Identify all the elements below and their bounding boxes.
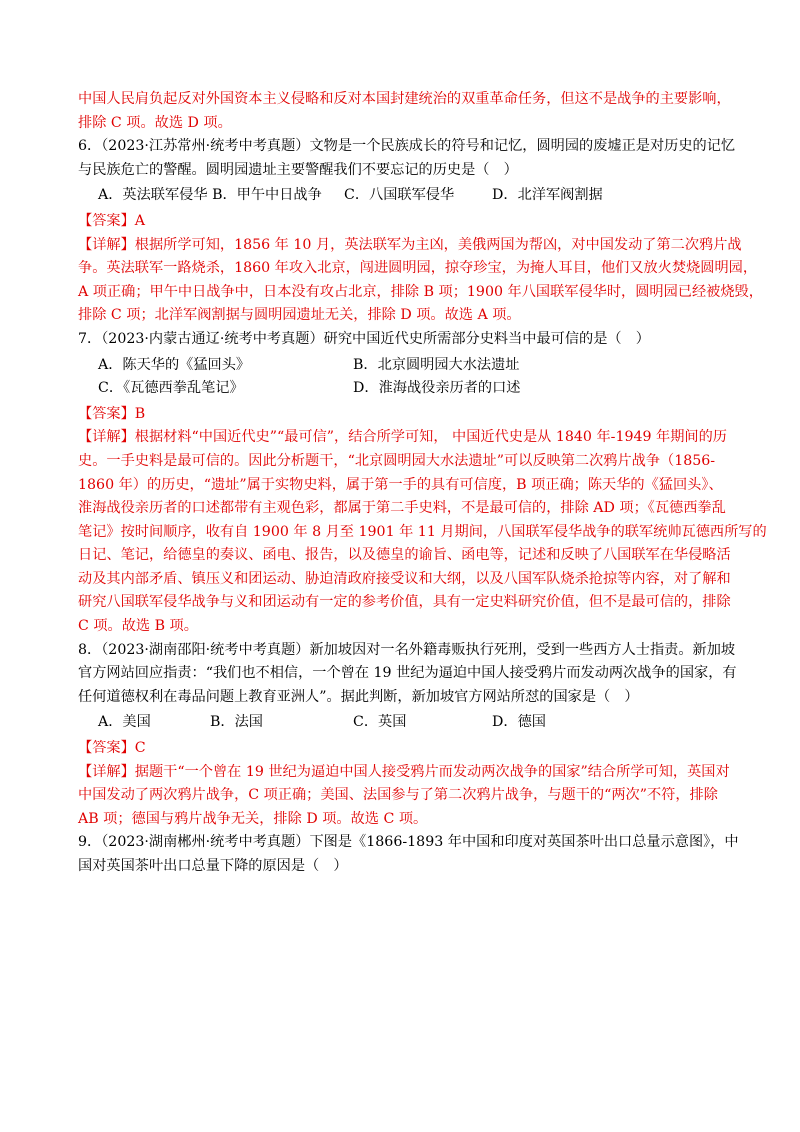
explanation-line: 排除 C 项。故选 D 项。 bbox=[78, 114, 232, 131]
explanation-line: C 项。故选 B 项。 bbox=[78, 618, 198, 635]
question-stem: 与民族危亡的警醒。圆明园遗址主要警醒我们不要忘记的历史是（ ） bbox=[78, 161, 518, 178]
prev-explanation bbox=[78, 88, 731, 135]
question-stem: 7．（2023·内蒙古通辽·统考中考真题）研究中国近代史所需部分史料当中最可信的是（ ） bbox=[78, 330, 650, 347]
explanation-line: 研究八国联军侵华战争与义和团运动有一定的参考价值，具有一定史料研究价值，但不是最可信的，排除 bbox=[78, 594, 731, 611]
explanation-line: AB 项；德国与鸦片战争无关，排除 D 项。故选 C 项。 bbox=[78, 810, 428, 827]
explanation-line: 史。一手史料是最可信的。因此分析题干，“北京圆明园大水法遗址”可以反映第二次鸦片战争（1856- bbox=[78, 452, 716, 469]
option-a: A．美国 bbox=[98, 714, 151, 731]
option-c: C．英国 bbox=[353, 714, 407, 731]
explanation-line: 争。英法联军一路烧杀，1860 年攻入北京，闯进圆明园，掠夺珍宝，为掩人耳目，他们又放火焚烧圆明园， bbox=[78, 260, 758, 277]
option-ab: A．英法联军侵华 B．甲午中日战争 bbox=[98, 187, 322, 204]
question-8 bbox=[78, 639, 737, 832]
question-7 bbox=[78, 328, 767, 639]
explanation-line: 【详解】根据所学可知，1856 年 10 月，英法联军为主凶，美俄两国为帮凶，对中国发动了第二次鸦片战 bbox=[78, 236, 742, 253]
explanation-line: 淮海战役亲历者的口述都带有主观色彩，都属于第二手史料，不是最可信的，排除 AD 项；《瓦德西拳乱 bbox=[78, 500, 726, 517]
explanation-line: 动及其内部矛盾、镇压义和团运动、胁迫清政府接受议和大纲，以及八国军队烧杀抢掠等内容，对了解和 bbox=[78, 570, 731, 587]
question-9 bbox=[78, 831, 739, 878]
explanation-line: 排除 C 项；北洋军阀割据与圆明园遗址无关，排除 D 项。故选 A 项。 bbox=[78, 307, 521, 324]
explanation-line: 中国人民肩负起反对外国资本主义侵略和反对本国封建统治的双重革命任务，但这不是战争的主要影响， bbox=[78, 91, 731, 107]
answer-label: 【答案】C bbox=[78, 740, 146, 757]
explanation-line: 【详解】根据材料“中国近代史”“最可信”，结合所学可知， 中国近代史是从 1840 年-1949 年期间的历 bbox=[78, 429, 727, 446]
option-c: C．《瓦德西拳乱笔记》 bbox=[98, 380, 244, 397]
question-6 bbox=[78, 135, 763, 328]
question-stem: 9．（2023·湖南郴州·统考中考真题）下图是《1866-1893 年中国和印度对英国茶叶出口总量示意图》，中 bbox=[78, 834, 739, 851]
option-c: C．八国联军侵华 bbox=[344, 187, 455, 204]
explanation-line: A 项正确；甲午中日战争中，日本没有攻占北京，排除 B 项；1900 年八国联军侵华时，圆明园已经被烧毁， bbox=[78, 283, 763, 300]
option-b: B．北京圆明园大水法遗址 bbox=[353, 356, 520, 373]
options-row bbox=[78, 377, 724, 401]
explanation-line: 中国发动了两次鸦片战争，C 项正确；美国、法国参与了第二次鸦片战争，与题干的“两次”不符，排除 bbox=[78, 787, 718, 804]
option-d: D．德国 bbox=[492, 714, 546, 731]
question-stem: 8．（2023·湖南邵阳·统考中考真题）新加坡因对一名外籍毒贩执行死刑，受到一些西方人士指责。新加坡 bbox=[78, 641, 736, 658]
option-d: D．淮海战役亲历者的口述 bbox=[353, 380, 521, 397]
question-stem: 国对英国茶叶出口总量下降的原因是（ ） bbox=[78, 858, 348, 874]
explanation-line: 日记、笔记，给德皇的奏议、函电、报告，以及德皇的谕旨、函电等，记述和反映了八国联军在华侵略活 bbox=[78, 547, 731, 564]
options-row bbox=[78, 711, 724, 735]
answer-label: 【答案】B bbox=[78, 405, 146, 422]
explanation-line: 【详解】据题干“一个曾在 19 世纪为逼迫中国人接受鸦片而发动两次战争的国家”结合所学可知，英国对 bbox=[78, 763, 730, 780]
option-d: D．北洋军阀割据 bbox=[492, 187, 603, 204]
options-row bbox=[78, 354, 724, 378]
answer-label: 【答案】A bbox=[78, 212, 145, 229]
option-a: A．陈天华的《猛回头》 bbox=[98, 356, 251, 373]
question-stem: 官方网站回应指责：“我们也不相信，一个曾在 19 世纪为逼迫中国人接受鸦片而发动两次战争的国家，有 bbox=[78, 665, 737, 682]
options-row bbox=[78, 184, 724, 208]
question-stem: 任何道德权利在毒品问题上教育亚洲人”。据此判断，新加坡官方网站所怼的国家是（ ） bbox=[78, 688, 639, 705]
explanation-line: 笔记》按时间顺序，收有自 1900 年 8 月至 1901 年 11 月期间，八国联军侵华战争的联军统帅瓦德西所写的 bbox=[78, 523, 767, 540]
document-page bbox=[78, 88, 767, 879]
question-stem: 6．（2023·江苏常州·统考中考真题）文物是一个民族成长的符号和记忆，圆明园的废墟正是对历史的记忆 bbox=[78, 138, 736, 155]
explanation-line: 1860 年）的历史，“遗址”属于实物史料，属于第一手的具有可信度，B 项正确；陈天华的《猛回头》、 bbox=[78, 476, 723, 493]
option-b: B．法国 bbox=[210, 714, 263, 731]
